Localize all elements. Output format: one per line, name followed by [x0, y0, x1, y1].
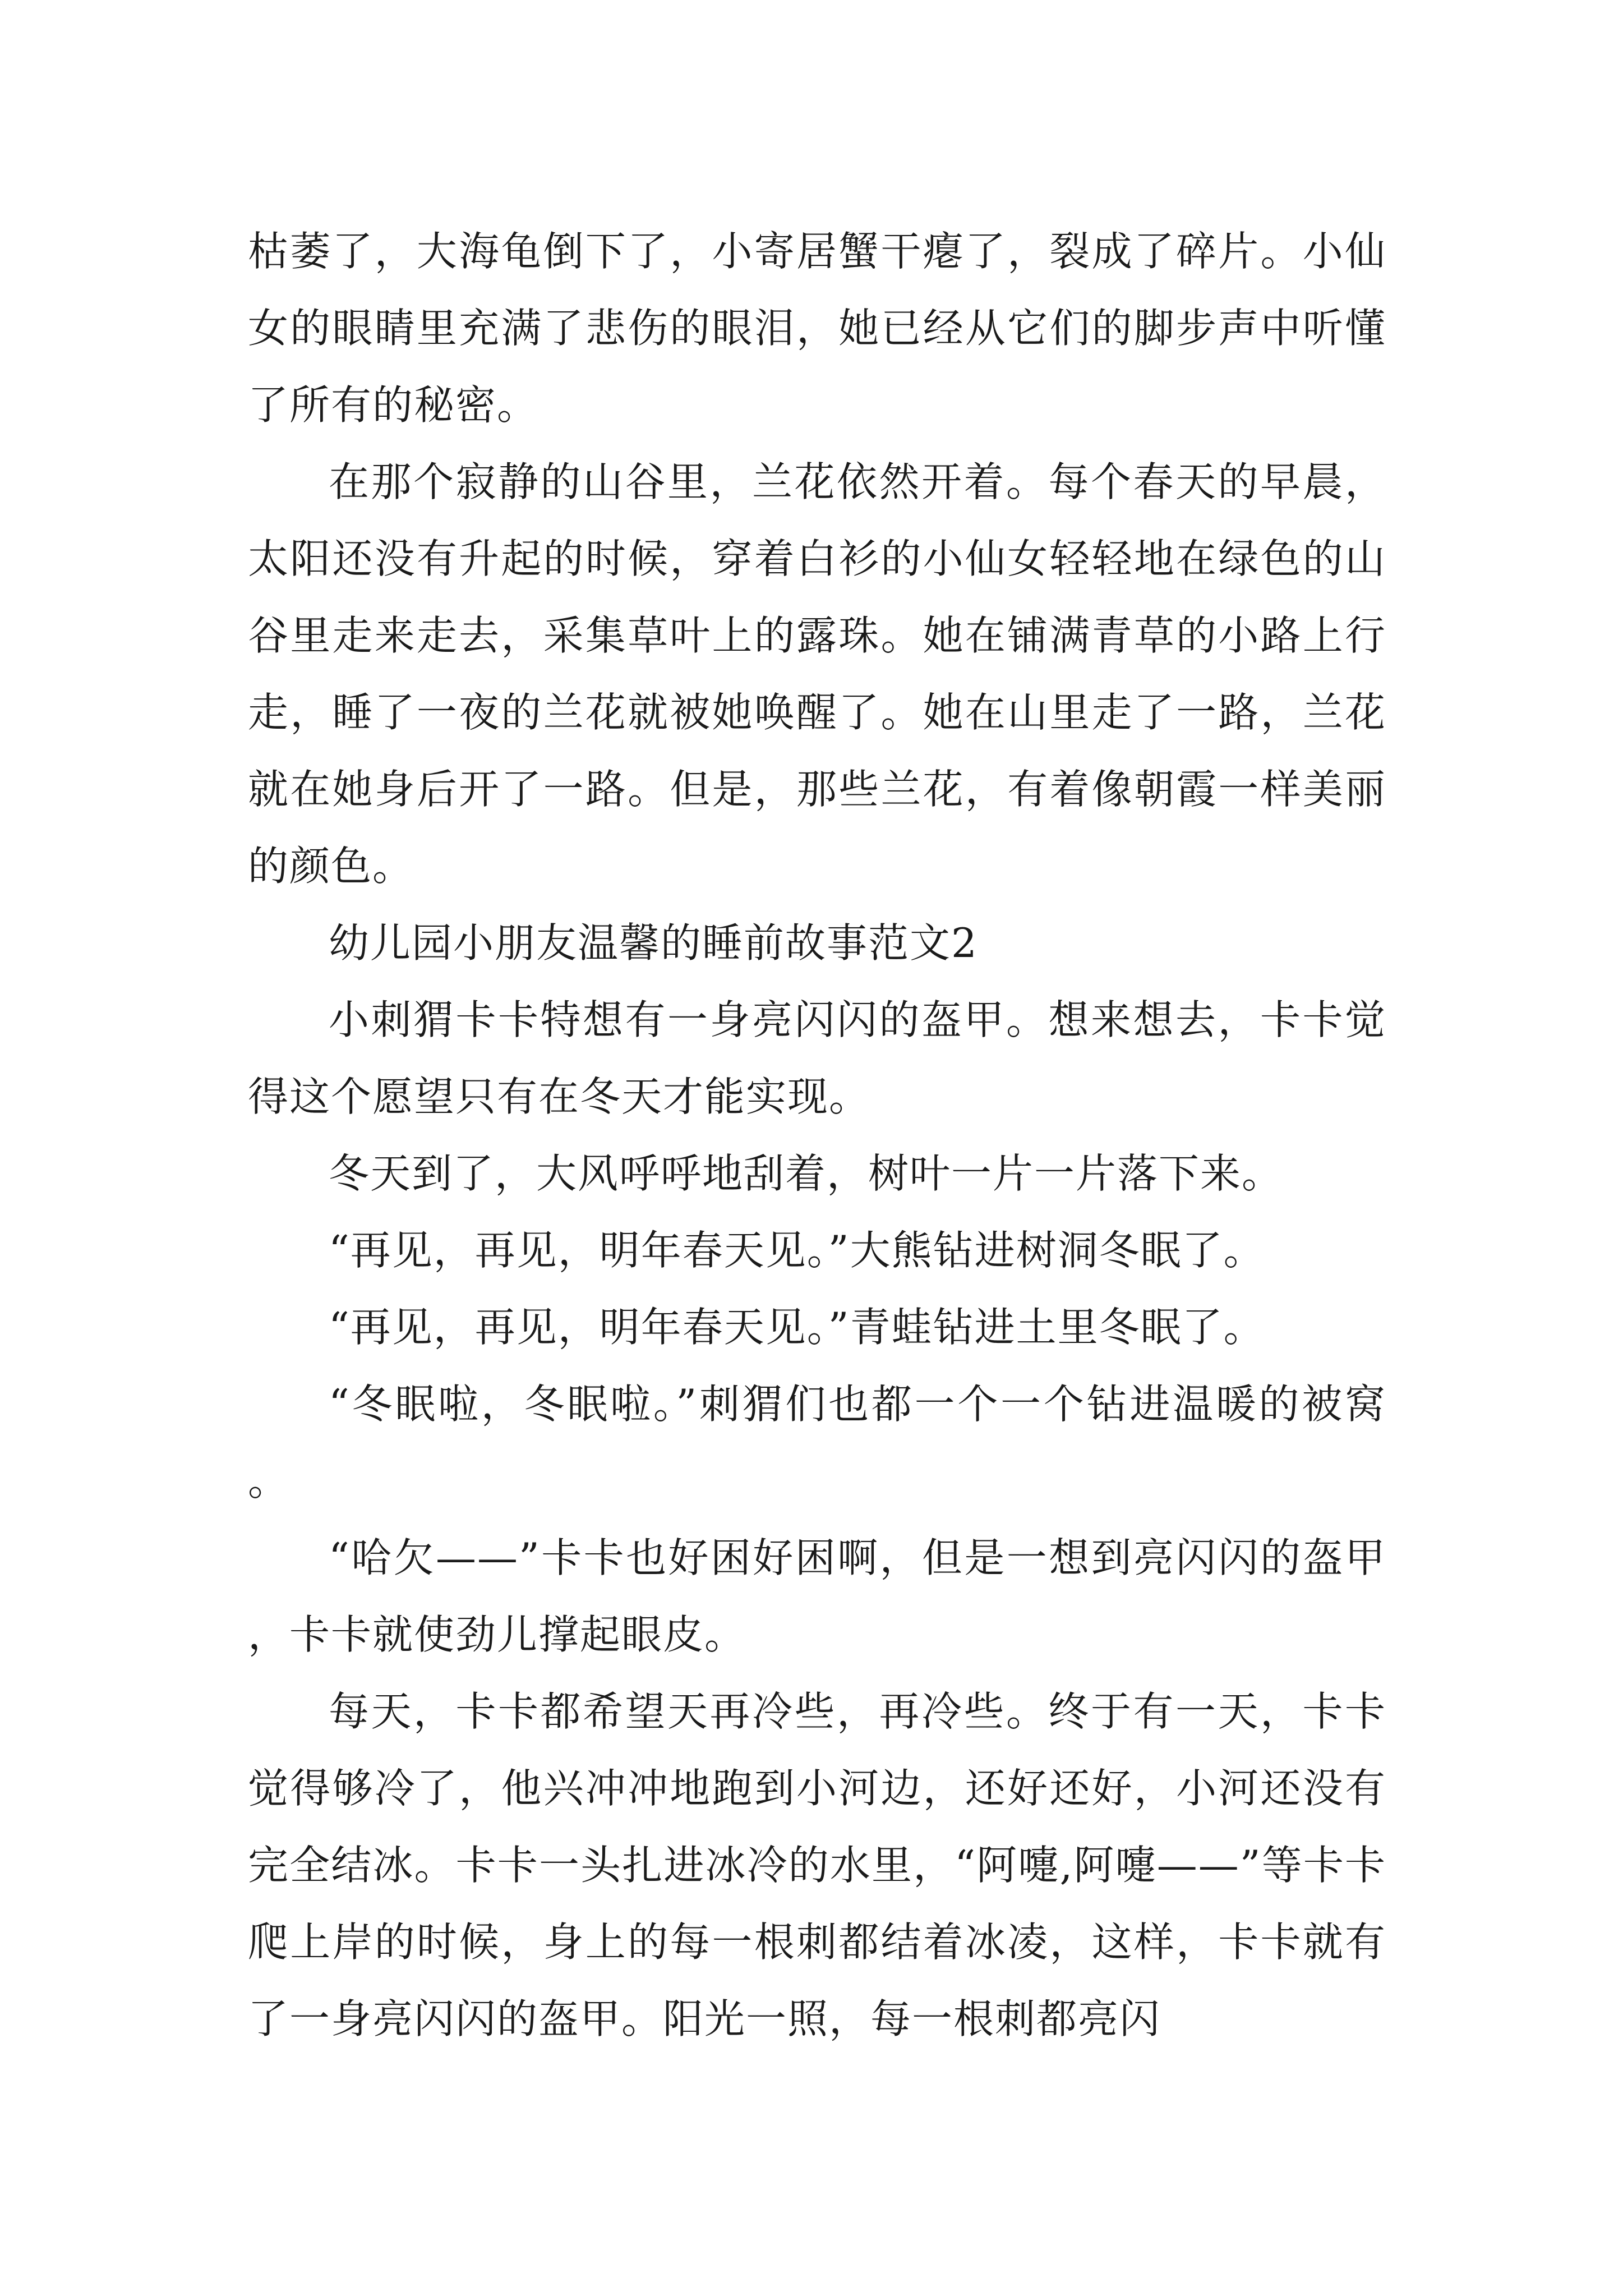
paragraph: 小刺猬卡卡特想有一身亮闪闪的盔甲。想来想去，卡卡觉得这个愿望只有在冬天才能实现。: [248, 996, 1386, 1120]
paragraph: 在那个寂静的山谷里，兰花依然开着。每个春天的早晨，太阳还没有升起的时候，穿着白衫的小仙女轻轻地在绿色的山谷里走来走去，采集草叶上的露珠。她在铺满青草的小路上行走，睡了一夜的兰花就被她唤醒了。她在山里走了一路，兰花就在她身后开了一路。但是，那些兰花，有着像朝霞一样美丽的颜色。: [248, 458, 1386, 890]
paragraph: 每天，卡卡都希望天再冷些，再冷些。终于有一天，卡卡觉得够冷了，他兴冲冲地跑到小河边，还好还好，小河还没有完全结冰。卡卡一头扎进冰冷的水里，“阿嚏,阿嚏——”等卡卡爬上岸的时候，身上的每一根刺都结着冰凌，这样，卡卡就有了一身亮闪闪的盔甲。阳光一照，每一根刺都亮闪: [248, 1688, 1386, 2042]
paragraph: “再见，再见，明年春天见。”大熊钻进树洞冬眠了。: [329, 1227, 1265, 1274]
paragraph: “冬眠啦，冬眠啦。”刺猬们也都一个一个钻进温暖的被窝。: [248, 1381, 1386, 1504]
paragraph: “哈欠——”卡卡也好困好困啊，但是一想到亮闪闪的盔甲，卡卡就使劲儿撑起眼皮。: [248, 1534, 1386, 1658]
paragraph: “再见，再见，明年春天见。”青蛙钻进土里冬眠了。: [329, 1304, 1265, 1351]
paragraph: 枯萎了，大海龟倒下了，小寄居蟹干瘪了，裂成了碎片。小仙女的眼睛里充满了悲伤的眼泪，她已经从它们的脚步声中听懂了所有的秘密。: [248, 228, 1386, 429]
paragraph: 冬天到了，大风呼呼地刮着，树叶一片一片落下来。: [329, 1150, 1284, 1197]
section-title: 幼儿园小朋友温馨的睡前故事范文2: [329, 919, 978, 967]
document-body: [248, 213, 1386, 2058]
